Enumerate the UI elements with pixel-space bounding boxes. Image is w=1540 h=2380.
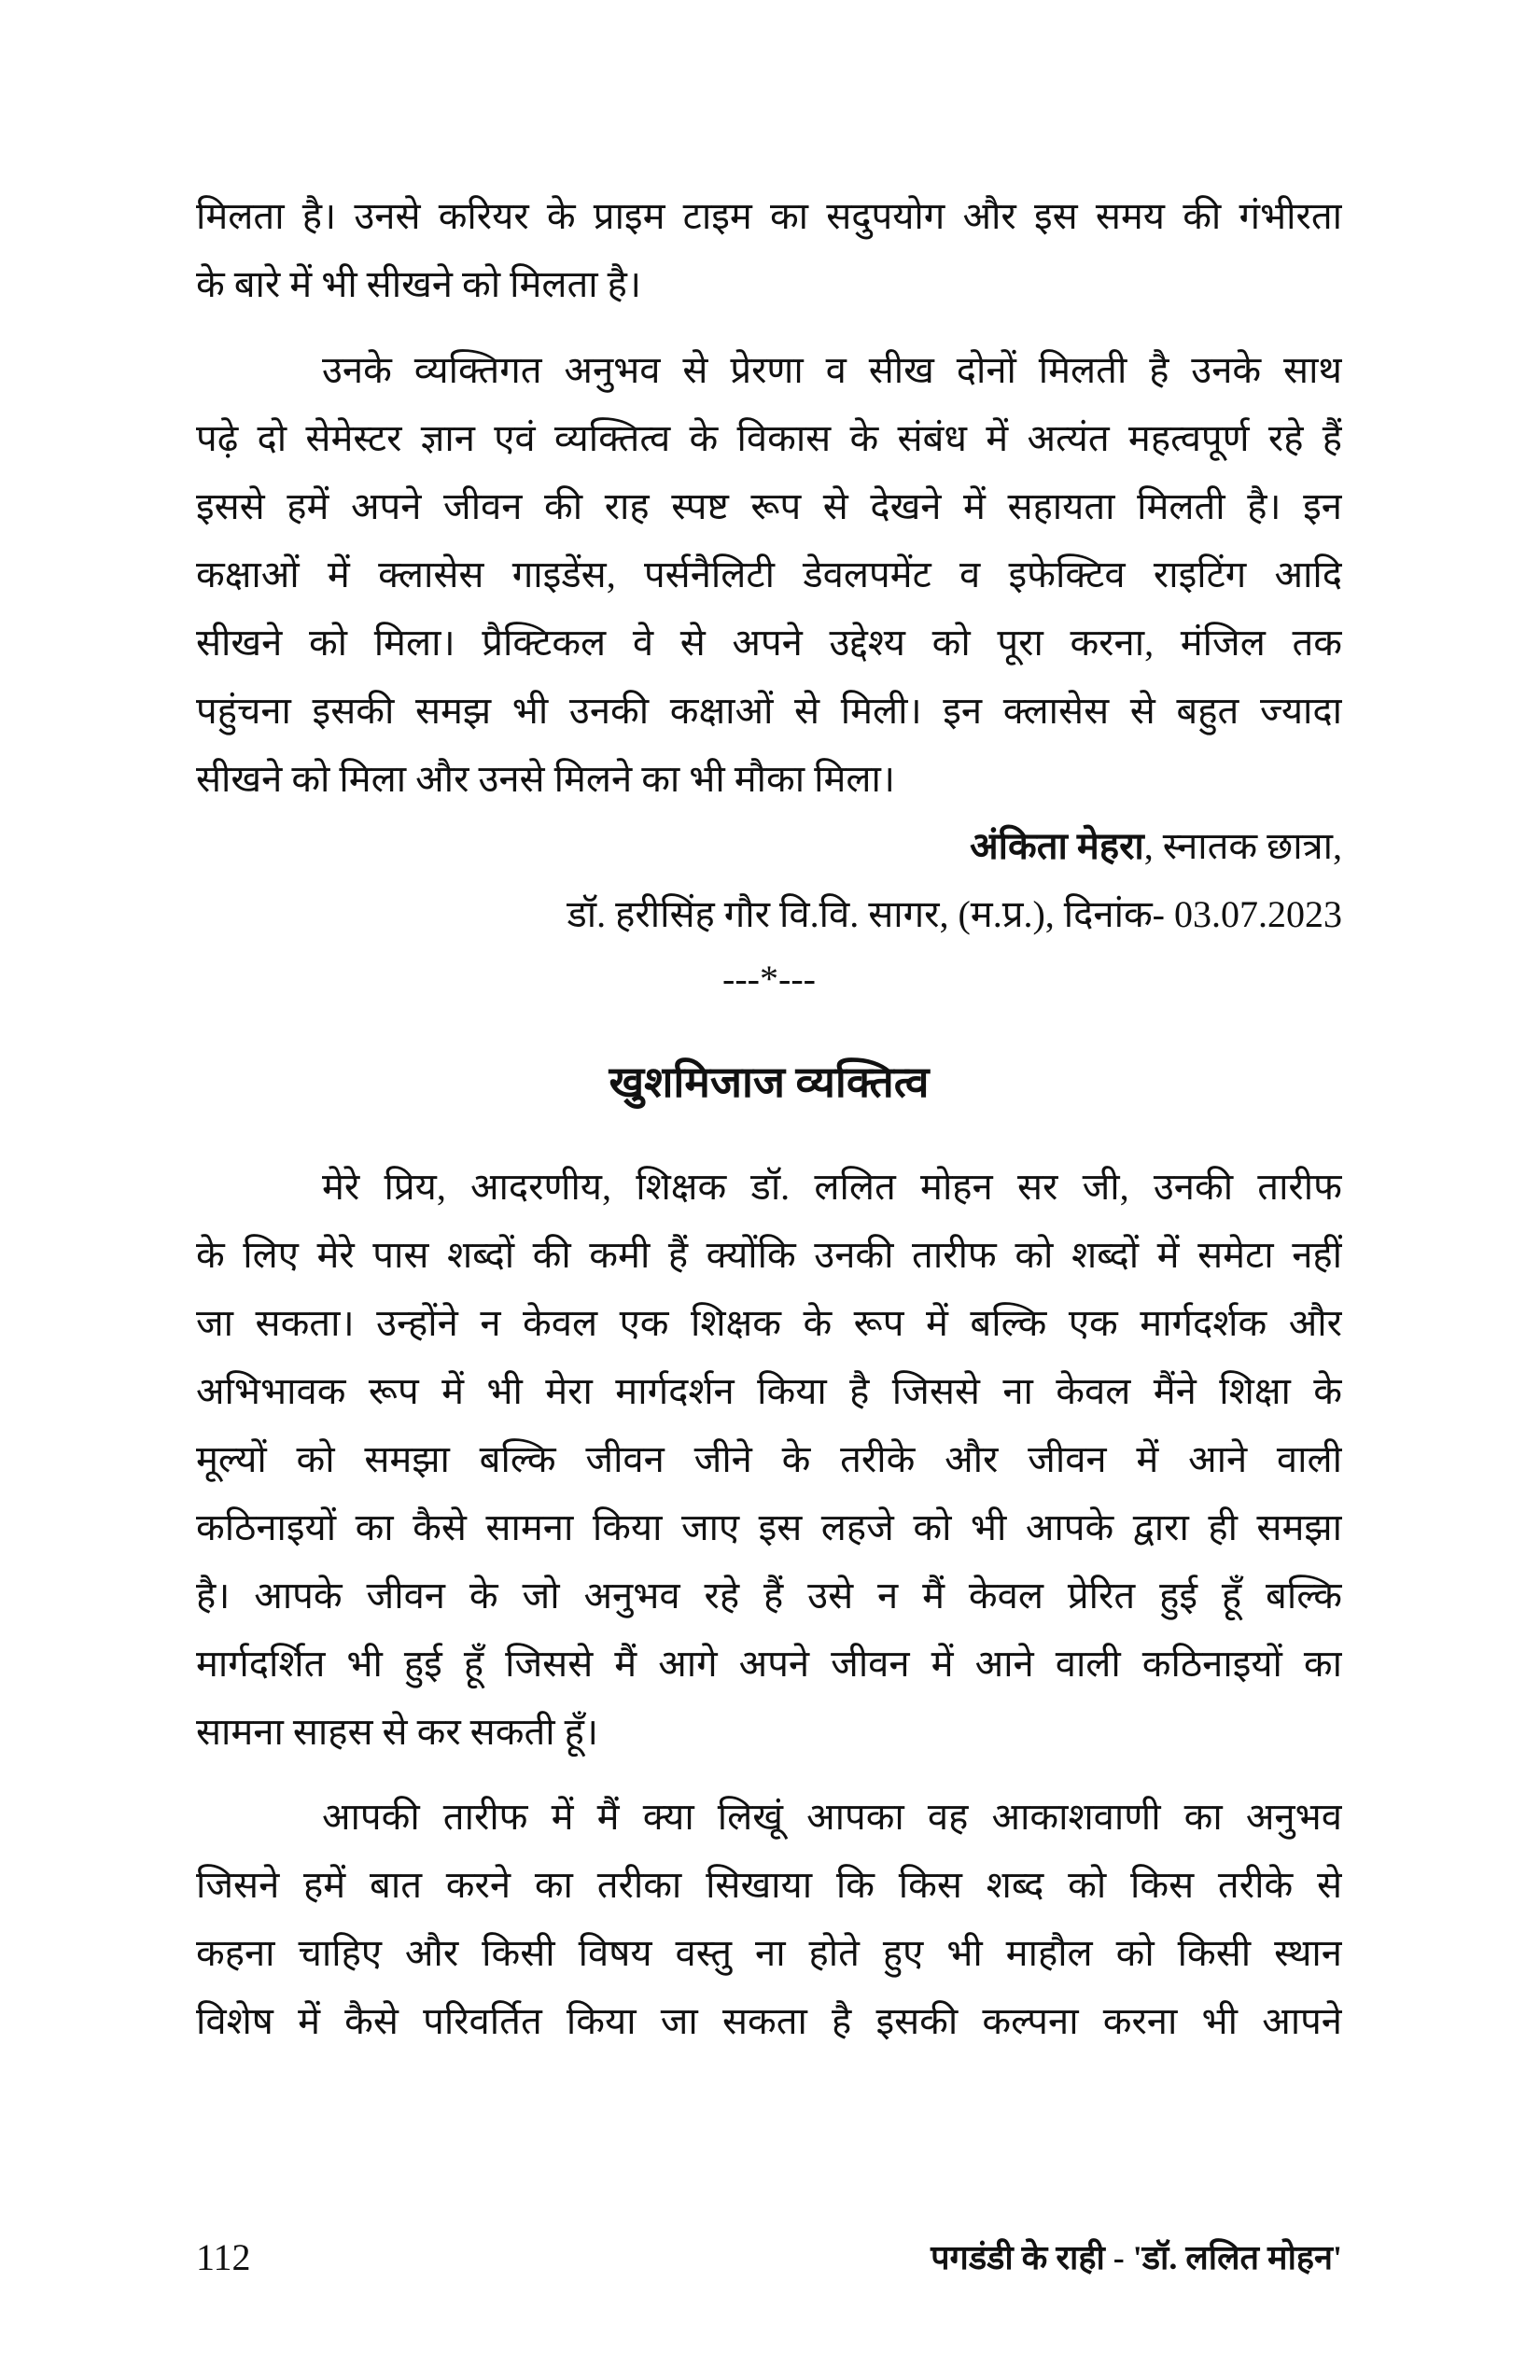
book-page xyxy=(196,0,1342,2380)
paragraph-line: इससे हमें अपने जीवन की राह स्पष्ट रूप से देखने में सहायता मिलती है। इन xyxy=(196,485,1342,527)
paragraph-line: के लिए मेरे पास शब्दों की कमी हैं क्योंकि उनकी तारीफ को शब्दों में समेटा नहीं xyxy=(196,1234,1342,1276)
paragraph-line: आपकी तारीफ में मैं क्या लिखूं आपका वह आकाशवाणी का अनुभव xyxy=(322,1796,1342,1838)
paragraph-line: उनके व्यक्तिगत अनुभव से प्रेरणा व सीख दोनों मिलती है उनके साथ xyxy=(322,349,1342,391)
author-name: अंकिता मेहरा xyxy=(970,825,1144,867)
paragraph-line: कक्षाओं में क्लासेस गाइडेंस, पर्सनैलिटी डेवलपमेंट व इफेक्टिव राइटिंग आदि xyxy=(196,553,1342,595)
paragraph-line: पहुंचना इसकी समझ भी उनकी कक्षाओं से मिली। इन क्लासेस से बहुत ज्यादा xyxy=(196,690,1342,732)
running-title: पगडंडी के राही - 'डॉ. ललित मोहन' xyxy=(931,2239,1342,2276)
paragraph-line: मिलता है। उनसे करियर के प्राइम टाइम का सदुपयोग और इस समय की गंभीरता xyxy=(196,195,1342,237)
paragraph-line: कठिनाइयों का कैसे सामना किया जाए इस लहजे को भी आपके द्वारा ही समझा xyxy=(196,1506,1342,1548)
paragraph-line: मार्गदर्शित भी हुई हूँ जिससे मैं आगे अपने जीवन में आने वाली कठिनाइयों का xyxy=(196,1643,1342,1685)
paragraph-line: विशेष में कैसे परिवर्तित किया जा सकता है इसकी कल्पना करना भी आपने xyxy=(196,2000,1342,2042)
paragraph-line: जिसने हमें बात करने का तरीका सिखाया कि किस शब्द को किस तरीके से xyxy=(196,1864,1342,1906)
paragraph-line: के बारे में भी सीखने को मिलता है। xyxy=(196,263,642,305)
signature-line xyxy=(196,821,1342,872)
page-number: 112 xyxy=(196,2236,251,2278)
author-role: , स्नातक छात्रा, xyxy=(1143,825,1342,867)
section-heading: खुशमिजाज व्यक्तित्व xyxy=(609,1058,930,1106)
paragraph-line: अभिभावक रूप में भी मेरा मार्गदर्शन किया है जिससे ना केवल मैंने शिक्षा के xyxy=(196,1370,1342,1412)
paragraph-line: पढ़े दो सेमेस्टर ज्ञान एवं व्यक्तित्व के विकास के संबंध में अत्यंत महत्वपूर्ण रहे हैं xyxy=(196,417,1342,459)
section-separator: ---*--- xyxy=(722,958,816,1000)
paragraph-line: कहना चाहिए और किसी विषय वस्तु ना होते हुए भी माहौल को किसी स्थान xyxy=(196,1932,1342,1974)
author-affiliation: डॉ. हरीसिंह गौर वि.वि. सागर, (म.प्र.), दिनांक- 03.07.2023 xyxy=(567,893,1342,935)
paragraph-line: सीखने को मिला। प्रैक्टिकल वे से अपने उद्देश्य को पूरा करना, मंजिल तक xyxy=(196,622,1342,664)
paragraph-line: मेरे प्रिय, आदरणीय, शिक्षक डॉ. ललित मोहन सर जी, उनकी तारीफ xyxy=(322,1166,1342,1208)
paragraph-line: सामना साहस से कर सकती हूँ। xyxy=(196,1711,598,1753)
paragraph-line: मूल्यों को समझा बल्कि जीवन जीने के तरीके और जीवन में आने वाली xyxy=(196,1438,1342,1480)
paragraph-line: है। आपके जीवन के जो अनुभव रहे हैं उसे न मैं केवल प्रेरित हुई हूँ बल्कि xyxy=(196,1575,1342,1617)
paragraph-line: जा सकता। उन्होंने न केवल एक शिक्षक के रूप में बल्कि एक मार्गदर्शक और xyxy=(196,1302,1342,1344)
paragraph-line: सीखने को मिला और उनसे मिलने का भी मौका मिला। xyxy=(196,758,896,800)
